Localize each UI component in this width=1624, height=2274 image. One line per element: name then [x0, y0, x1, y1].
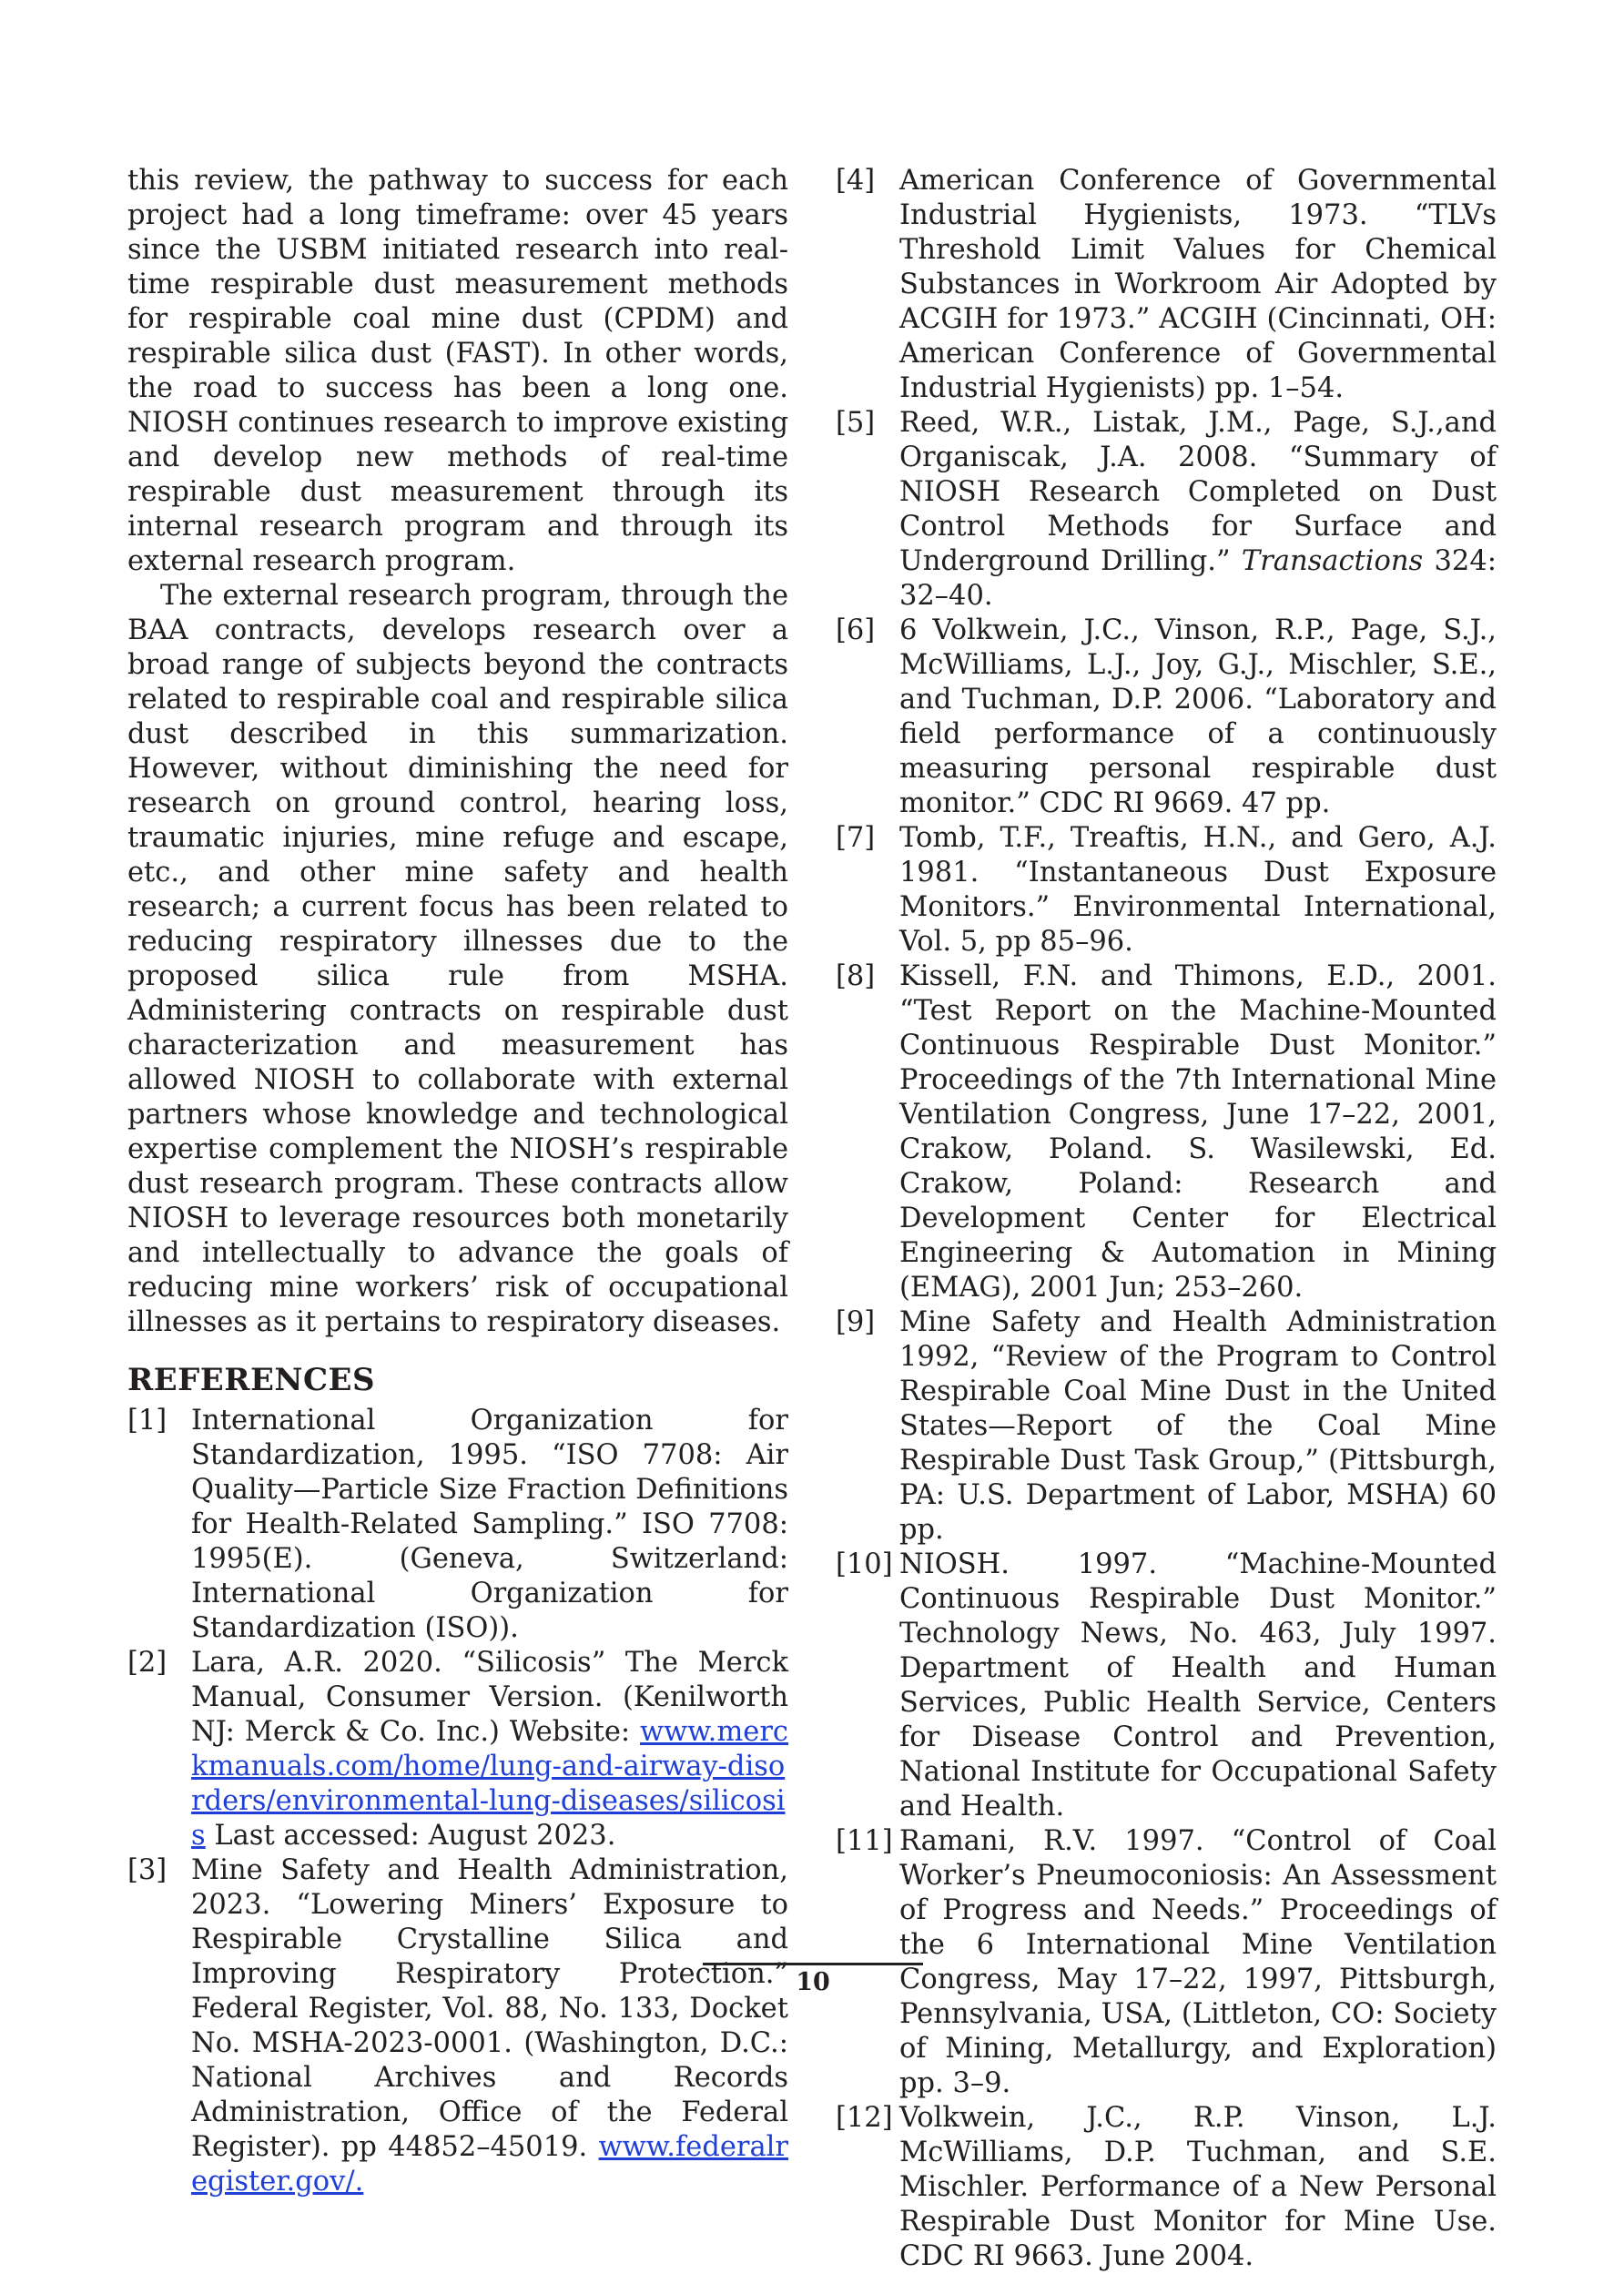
reference-item-3: [127, 1853, 788, 2199]
body-paragraph: this review, the pathway to success for each project had a long timeframe: over 45 years since the USBM initiated research into real-time respirable dust measurement methods for respirable coal mine dust (CPDM) and respirable silica dust (FAST). In other words, the road to success has been a long one. NIOSH continues research to improve existing and develop new methods of real-time respirable dust measurement through its internal research program and through its external research program.: [127, 165, 788, 577]
body-paragraph: The external research program, through the BAA contracts, develops research over a broad range of subjects beyond the contracts related to respirable coal and respirable silica dust described in this summarization. However, without diminishing the need for research on ground control, hearing loss, traumatic injuries, mine refuge and escape, etc., and other mine safety and health research; a current focus has been related to reducing respiratory illnesses due to the proposed silica rule from MSHA. Administering contracts on respirable dust characterization and measurement has allowed NIOSH to collaborate with external partners whose knowledge and technological expertise complement the NIOSH’s respirable dust research program. These contracts allow NIOSH to leverage resources both monetarily and intellectually to advance the goals of reducing mine workers’ risk of occupational illnesses as it pertains to respiratory diseases.: [127, 580, 788, 1338]
reference-item-10: [836, 1548, 1497, 1824]
reference-item-6: [836, 614, 1497, 821]
footer-divider: [703, 1963, 923, 1965]
reference-link-merck[interactable]: www.merckmanuals.com/home/lung-and-airway-disorders/environmental-lung-diseases/silicosis: [191, 1716, 788, 1852]
right-column: [836, 164, 1497, 2274]
reference-text: Tomb, T.F., Treaftis, H.N., and Gero, A.J. 1981. “Instantaneous Dust Exposure Monitors.” Environmental International, Vol. 5, pp 85–96.: [899, 822, 1497, 958]
reference-item-4: [836, 164, 1497, 406]
reference-item-8: [836, 959, 1497, 1305]
page-number: 10: [796, 1968, 830, 1996]
reference-item-2: [127, 1646, 788, 1853]
reference-text: [899, 406, 1497, 614]
reference-number: [2]: [127, 1647, 167, 1679]
reference-item-1: [127, 1404, 788, 1646]
reference-number: [9]: [836, 1306, 876, 1338]
reference-text: [191, 1646, 788, 1853]
reference-number: [8]: [836, 960, 876, 992]
reference-number: [3]: [127, 1854, 167, 1886]
reference-journal-italic: Transactions: [1241, 545, 1424, 577]
reference-text: American Conference of Governmental Industrial Hygienists, 1973. “TLVs Threshold Limit Values for Chemical Substances in Workroom Air Adopted by ACGIH for 1973.” ACGIH (Cincinnati, OH: American Conference of Governmental Industrial Hygienists) pp. 1–54.: [899, 165, 1497, 404]
reference-link-federal-register[interactable]: www.federalregister.gov/.: [191, 2131, 788, 2198]
reference-text: NIOSH. 1997. “Machine-Mounted Continuous Respirable Dust Monitor.” Technology News, No. 463, July 1997. Department of Health and Human Services, Public Health Service, Centers for Disease Control and Prevention, National Institute for Occupational Safety and Health.: [899, 1548, 1497, 1822]
reference-text: Volkwein, J.C., R.P. Vinson, L.J. McWilliams, D.P. Tuchman, and S.E. Mischler. Performance of a New Personal Respirable Dust Monitor for Mine Use. CDC RI 9663. June 2004.: [899, 2102, 1497, 2272]
reference-number: [12]: [836, 2102, 893, 2134]
reference-text: Kissell, F.N. and Thimons, E.D., 2001. “Test Report on the Machine-Mounted Continuous Respirable Dust Monitor.” Proceedings of the 7th International Mine Ventilation Congress, June 17–22, 2001, Crakow, Poland. S. Wasilewski, Ed. Crakow, Poland: Research and Development Center for Electrical Engineering & Automation in Mining (EMAG), 2001 Jun; 253–260.: [899, 960, 1497, 1304]
reference-text-part: Reed, W.R., Listak, J.M., Page, S.J.,and Organiscak, J.A. 2008. “Summary of NIOSH Research Completed on Dust Control Methods for Surface and Underground Drilling.”: [899, 407, 1497, 577]
reference-text: [191, 1853, 788, 2199]
reference-text-part: Last accessed: August 2023.: [205, 1820, 616, 1852]
reference-number: [6]: [836, 614, 876, 646]
reference-item-7: [836, 821, 1497, 959]
reference-number: [1]: [127, 1405, 167, 1436]
references-heading: REFERENCES: [127, 1362, 376, 1398]
reference-text: Ramani, R.V. 1997. “Control of Coal Worker’s Pneumoconiosis: An Assessment of Progress and Needs.” Proceedings of the 6 International Mine Ventilation Congress, May 17–22, 1997, Pittsburgh, Pennsylvania, USA, (Littleton, CO: Society of Mining, Metallurgy, and Exploration) pp. 3–9.: [899, 1825, 1497, 2099]
reference-item-5: [836, 406, 1497, 614]
reference-item-12: [836, 2101, 1497, 2274]
reference-item-11: [836, 1824, 1497, 2101]
reference-number: [11]: [836, 1825, 893, 1857]
reference-number: [10]: [836, 1548, 893, 1580]
reference-number: [7]: [836, 822, 876, 854]
reference-number: [4]: [836, 165, 876, 197]
reference-item-9: [836, 1305, 1497, 1548]
reference-text-part: Lara, A.R. 2020. “Silicosis” The Merck Manual, Consumer Version. (Kenilworth NJ: Merck & Co. Inc.) Website:: [191, 1647, 788, 1748]
reference-text: International Organization for Standardization, 1995. “ISO 7708: Air Quality—Particle Size Fraction Definitions for Health-Related Sampling.” ISO 7708: 1995(E). (Geneva, Switzerland: International Organization for Standardization (ISO)).: [191, 1405, 788, 1644]
left-column: [127, 164, 788, 2199]
reference-text-part: Mine Safety and Health Administration, 2023. “Lowering Miners’ Exposure to Respirable Crystalline Silica and Improving Respiratory Protection.” Federal Register, Vol. 88, No. 133, Docket No. MSHA-2023-0001. (Washington, D.C.: National Archives and Records Administration, Office of the Federal Register). pp 44852–45019.: [191, 1854, 788, 2163]
reference-text: Mine Safety and Health Administration 1992, “Review of the Program to Control Respirable Coal Mine Dust in the United States—Report of the Coal Mine Respirable Dust Task Group,” (Pittsburgh, PA: U.S. Department of Labor, MSHA) 60 pp.: [899, 1306, 1497, 1546]
reference-text: 6 Volkwein, J.C., Vinson, R.P., Page, S.J., McWilliams, L.J., Joy, G.J., Mischler, S.E., and Tuchman, D.P. 2006. “Laboratory and field performance of a continuously measuring personal respirable dust monitor.” CDC RI 9669. 47 pp.: [899, 614, 1497, 819]
reference-text-part: 324: 32–40.: [899, 545, 1497, 612]
reference-number: [5]: [836, 407, 876, 439]
